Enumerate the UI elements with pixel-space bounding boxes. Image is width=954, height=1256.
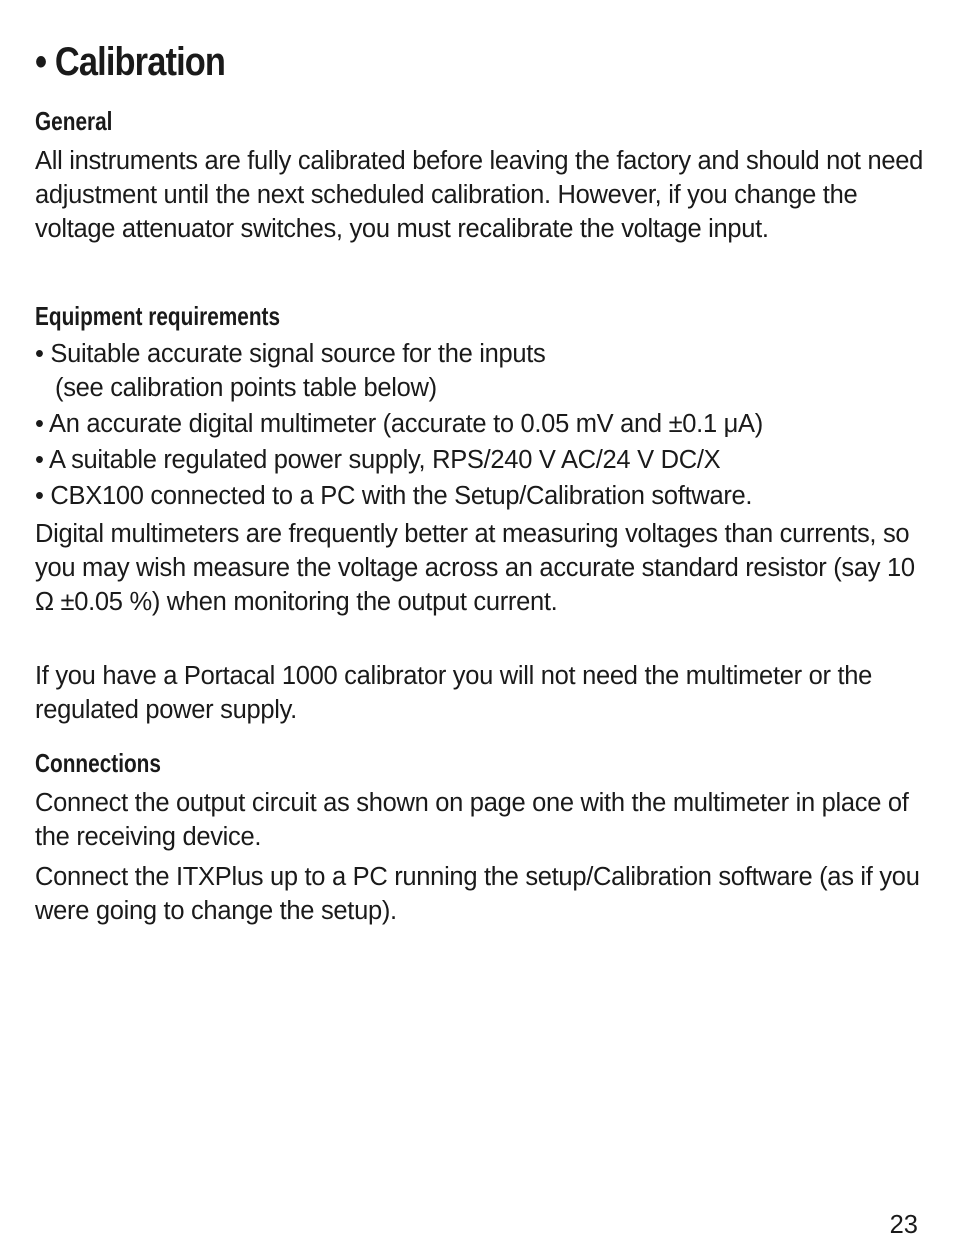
section-heading-general: General xyxy=(35,106,113,136)
equipment-bullet-4: • CBX100 connected to a PC with the Setup/Calibration software. xyxy=(35,482,753,510)
connections-paragraph-1: Connect the output circuit as shown on page one with the multimeter in place of the receiving device. xyxy=(35,789,909,851)
equipment-paragraph-2: If you have a Portacal 1000 calibrator you will not need the multimeter or the regulated power supply. xyxy=(35,662,872,724)
connections-paragraph-2: Connect the ITXPlus up to a PC running the setup/Calibration software (as if you were going to change the setup). xyxy=(35,863,920,925)
section-heading-equipment: Equipment requirements xyxy=(35,301,281,331)
page-number: 23 xyxy=(889,1211,918,1239)
equipment-bullet-1: • Suitable accurate signal source for the inputs xyxy=(35,340,546,368)
equipment-bullet-3: • A suitable regulated power supply, RPS/240 V AC/24 V DC/X xyxy=(35,446,721,474)
general-paragraph: All instruments are fully calibrated before leaving the factory and should not need adjustment until the next scheduled calibration. However, if you change the voltage attenuator switches, you must recalibrate the voltage input. xyxy=(35,147,923,243)
page-title: • Calibration xyxy=(35,40,226,84)
equipment-bullet-2: • An accurate digital multimeter (accurate to 0.05 mV and ±0.1 μA) xyxy=(35,410,763,438)
equipment-paragraph-1: Digital multimeters are frequently better at measuring voltages than currents, so you may wish measure the voltage across an accurate standard resistor (say 10 Ω ±0.05 %) when monitoring the output current. xyxy=(35,520,915,616)
section-heading-connections: Connections xyxy=(35,748,161,778)
equipment-bullet-1-continuation: (see calibration points table below) xyxy=(55,374,437,402)
